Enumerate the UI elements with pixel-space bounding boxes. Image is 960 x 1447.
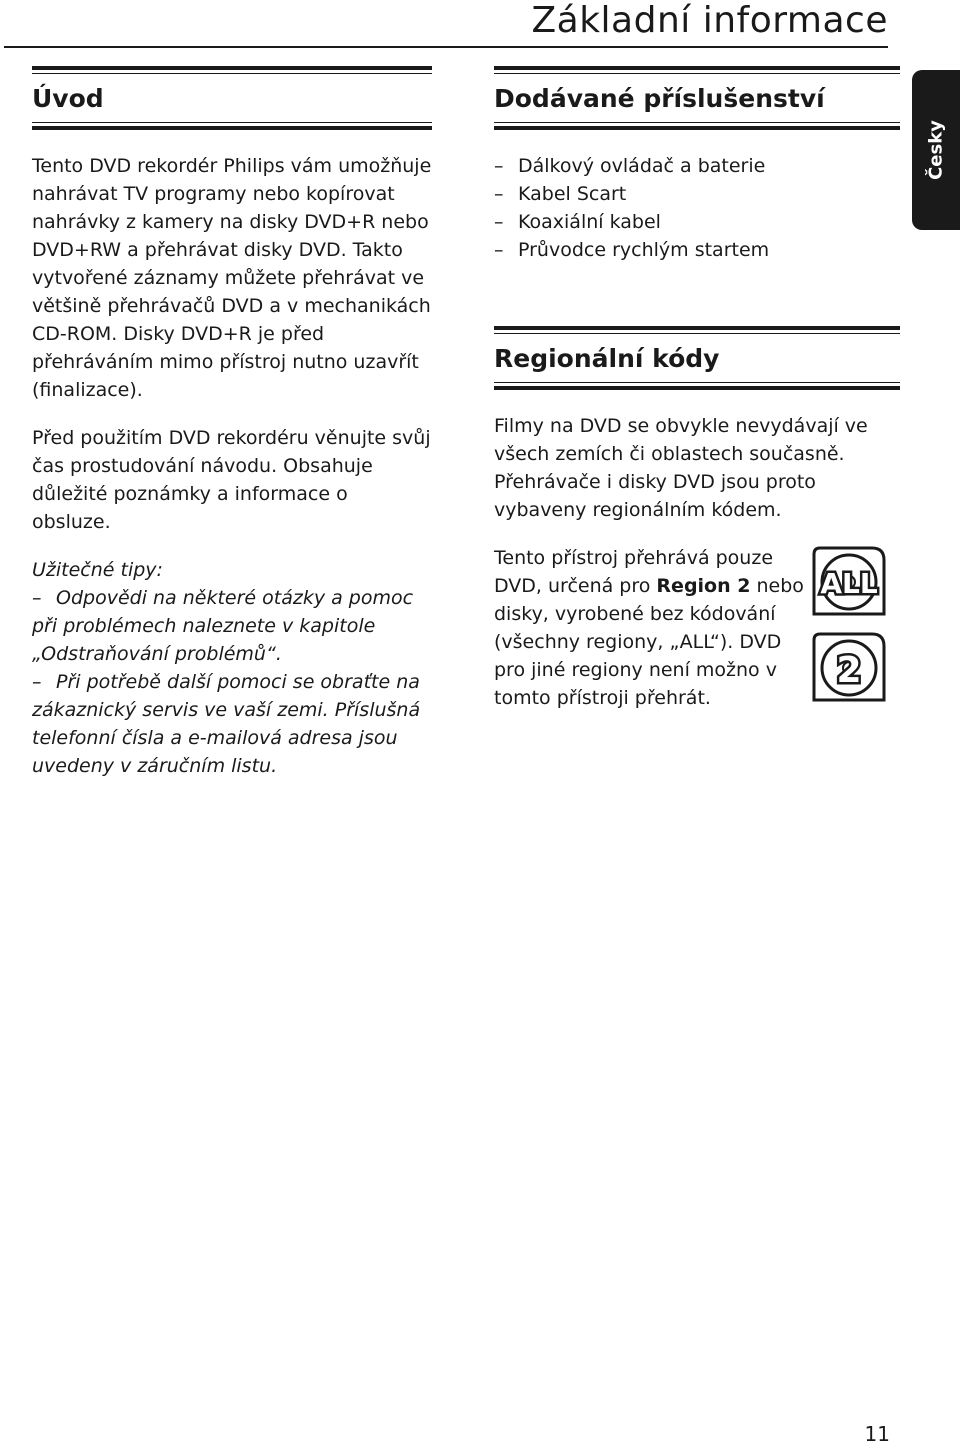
region-paragraph-2 (494, 544, 804, 712)
section-rule (494, 382, 900, 383)
region-paragraph-1: Filmy na DVD se obvykle nevydávají ve všech zemích či oblastech současně. Přehrávače i disky DVD jsou proto vybaveny regionálním kódem. (494, 415, 868, 521)
list-item (494, 152, 900, 180)
region-2-label: 2 (836, 650, 862, 691)
intro-paragraph-2: Před použitím DVD rekordéru věnujte svůj čas prostudování návodu. Obsahuje důležité poznámky a informace o obsluze. (32, 427, 431, 533)
region-code: Region 2 (656, 575, 751, 597)
accessories-list (494, 152, 900, 264)
section-rule (494, 66, 900, 70)
accessories-section-header (494, 66, 900, 130)
tip-item (32, 668, 432, 780)
tips-heading: Užitečné tipy: (32, 559, 163, 581)
title-rule (4, 46, 888, 48)
dash: – (32, 587, 42, 609)
language-tab (912, 70, 960, 230)
region-2-icon (810, 630, 888, 704)
dash: – (494, 155, 504, 177)
list-item-text: Průvodce rychlým startem (518, 239, 770, 261)
tip-item (32, 584, 432, 668)
section-rule (494, 126, 900, 130)
section-rule (32, 126, 432, 130)
region-logos (810, 544, 888, 716)
language-tab-label: Česky (925, 120, 947, 180)
intro-paragraph-1: Tento DVD rekordér Philips vám umožňuje nahrávat TV programy nebo kopírovat nahrávky z kamery na disky DVD+R nebo DVD+RW a přehrávat disky DVD. Takto vytvořené záznamy můžete přehrávat ve většině přehrávačů DVD a v mechanikách CD-ROM. Disky DVD+R je před přehráváním mimo přístroj nutno uzavřít (finalizace). (32, 155, 432, 401)
section-rule (494, 122, 900, 123)
section-rule (494, 326, 900, 330)
section-rule (32, 66, 432, 70)
tip-text: Odpovědi na některé otázky a pomoc při problémech naleznete v kapitole „Odstraňování problémů“. (32, 587, 414, 665)
tip-text: Při potřebě další pomoci se obraťte na zákaznický servis ve vaší zemi. Příslušná telefonní čísla a e-mailová adresa jsou uvedeny v záručním listu. (32, 671, 421, 777)
region-text-a: Tento přístroj přehrává pouze DVD, určená pro (494, 547, 774, 597)
section-rule (494, 386, 900, 390)
dash: – (494, 239, 504, 261)
list-item-text: Koaxiální kabel (518, 211, 661, 233)
region-text-b: nebo disky, vyrobené bez kódování (všechny regiony, „ALL“). DVD pro jiné regiony není možno v tomto přístroji přehrát. (494, 575, 804, 709)
page-title: Základní informace (531, 0, 888, 41)
region-all-icon (810, 544, 888, 618)
right-column (494, 66, 900, 732)
dash: – (32, 671, 42, 693)
region-row (494, 544, 900, 712)
list-item (494, 208, 900, 236)
region-title: Regionální kódy (494, 344, 720, 373)
list-item-text: Kabel Scart (518, 183, 627, 205)
accessories-title: Dodávané příslušenství (494, 84, 825, 113)
region-all-label: ALL (820, 567, 878, 600)
section-rule (32, 122, 432, 123)
region-section-header (494, 326, 900, 390)
intro-column (32, 66, 432, 780)
list-item (494, 180, 900, 208)
list-item (494, 236, 900, 264)
list-item-text: Dálkový ovládač a baterie (518, 155, 766, 177)
intro-title: Úvod (32, 84, 104, 113)
page-number: 11 (864, 1422, 890, 1446)
dash: – (494, 211, 504, 233)
dash: – (494, 183, 504, 205)
intro-section-header (32, 66, 432, 130)
